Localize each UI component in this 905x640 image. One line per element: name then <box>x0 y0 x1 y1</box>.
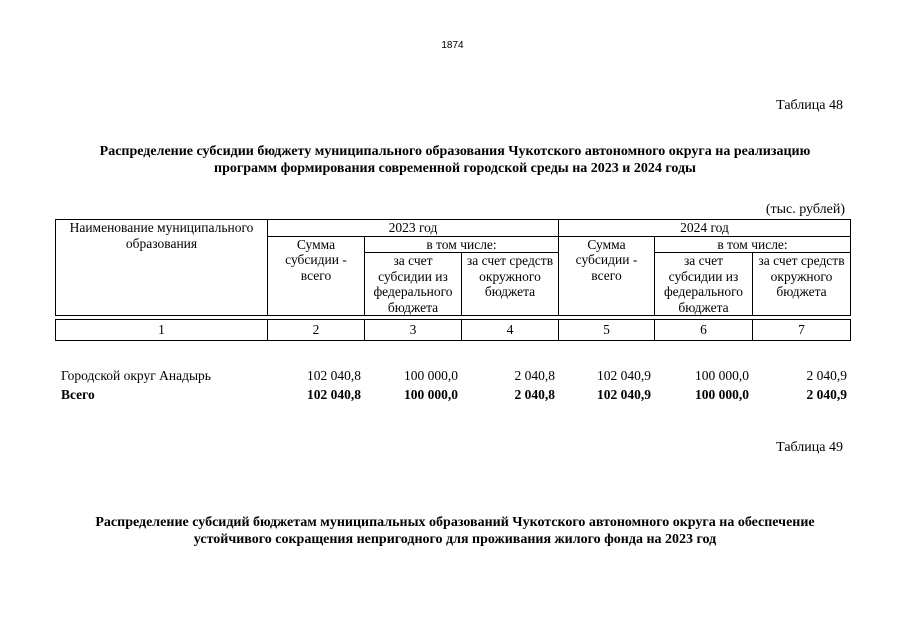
total-value: 2 040,9 <box>806 387 847 402</box>
total-value: 100 000,0 <box>695 387 749 402</box>
header-name-col: Наименование муниципального образования <box>56 220 268 316</box>
table-48-header <box>55 219 851 341</box>
header-incl-2024: в том числе: <box>655 236 851 253</box>
cell-value: 100 000,0 <box>695 368 749 383</box>
total-value: 102 040,8 <box>307 387 361 402</box>
cell-value: 100 000,0 <box>404 368 458 383</box>
header-incl-2023: в том числе: <box>365 236 559 253</box>
total-value: 100 000,0 <box>404 387 458 402</box>
header-federal-2023: за счет субсидии из федерального бюджета <box>365 253 462 316</box>
table-49-title-line-2: устойчивого сокращения непригодного для проживания жилого фонда на 2023 год <box>193 532 717 547</box>
cell-value: 102 040,9 <box>597 368 651 383</box>
cell-value: 2 040,8 <box>514 368 555 383</box>
header-sum-total-2023: Сумма субсидии - всего <box>268 236 365 316</box>
header-sum-total-2024: Сумма субсидии - всего <box>559 236 655 316</box>
page-number: 1874 <box>441 40 464 51</box>
total-label: Всего <box>61 387 95 402</box>
table-row <box>55 366 850 385</box>
total-row <box>55 385 850 404</box>
table-48-title-line-2: программ формирования современной городской среды на 2023 и 2024 годы <box>214 161 696 176</box>
row-name: Городской округ Анадырь <box>61 368 211 383</box>
table-49-title-line-1: Распределение субсидий бюджетам муниципальных образований Чукотского автономного округа на обеспечение <box>95 515 815 530</box>
cell-value: 2 040,9 <box>806 368 847 383</box>
header-district-2024: за счет средств окружного бюджета <box>753 253 851 316</box>
header-federal-2024: за счет субсидии из федерального бюджета <box>655 253 753 316</box>
col-number: 3 <box>365 320 462 341</box>
table-48-label: Таблица 48 <box>776 98 843 113</box>
table-49-title <box>60 514 850 548</box>
table-48-title <box>60 143 850 177</box>
col-number: 6 <box>655 320 753 341</box>
table-48-body <box>55 366 850 404</box>
table-48-title-line-1: Распределение субсидии бюджету муниципального образования Чукотского автономного округа на реализацию <box>99 144 811 159</box>
header-year-2024: 2024 год <box>559 220 851 237</box>
units-label: (тыс. рублей) <box>765 202 845 217</box>
col-number: 5 <box>559 320 655 341</box>
col-number: 7 <box>753 320 851 341</box>
total-value: 2 040,8 <box>514 387 555 402</box>
col-number: 2 <box>268 320 365 341</box>
header-district-2023: за счет средств окружного бюджета <box>462 253 559 316</box>
header-year-2023: 2023 год <box>268 220 559 237</box>
col-number: 1 <box>56 320 268 341</box>
total-value: 102 040,9 <box>597 387 651 402</box>
col-number: 4 <box>462 320 559 341</box>
table-49-label: Таблица 49 <box>776 440 843 455</box>
cell-value: 102 040,8 <box>307 368 361 383</box>
